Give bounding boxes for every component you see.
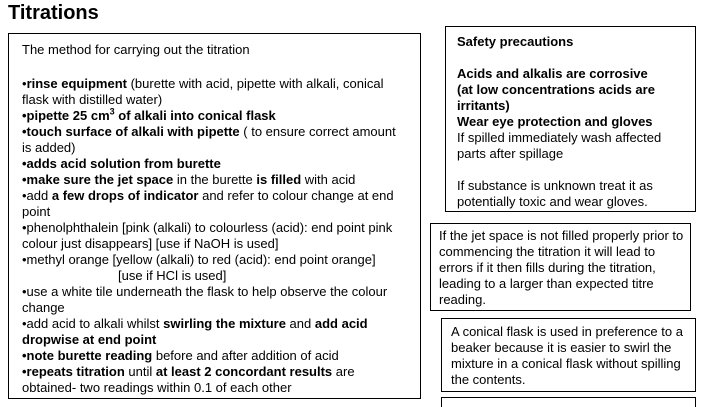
safety-spill: If spilled immediately wash affected parts after spillage xyxy=(457,130,662,161)
method-line xyxy=(22,204,408,220)
method-steps xyxy=(22,76,408,396)
method-text-segment: of alkali into conical flask xyxy=(114,108,276,123)
method-line xyxy=(22,172,408,188)
conical-flask-note: A conical flask is used in preference to a beaker because it is easier to swirl the mixture in a conical flask without spilling the contents. xyxy=(441,318,696,392)
method-line xyxy=(22,220,408,236)
method-line xyxy=(22,252,408,268)
method-text-segment: and xyxy=(285,316,315,331)
method-text-segment: is added) xyxy=(22,140,76,155)
method-line xyxy=(22,284,408,300)
method-text-segment: •add acid to alkali whilst xyxy=(22,316,164,331)
method-text-segment: • xyxy=(22,76,27,91)
method-line xyxy=(22,364,408,380)
method-text-segment: before and after addition of acid xyxy=(152,348,339,363)
method-text-segment: at least 2 concordant results xyxy=(155,364,333,379)
method-line xyxy=(22,316,408,332)
method-box xyxy=(8,33,421,399)
method-text-segment: 3 xyxy=(109,106,115,117)
method-text-segment: add acid xyxy=(314,316,368,331)
method-text-segment: •note burette reading xyxy=(22,348,153,363)
method-line xyxy=(22,236,408,252)
method-text-segment: flask with distilled water) xyxy=(22,92,163,107)
partial-box xyxy=(441,397,696,407)
method-text-segment: in the burette xyxy=(173,172,257,187)
method-line xyxy=(22,76,408,92)
safety-unknown: If substance is unknown treat it as potentially toxic and wear gloves. xyxy=(457,178,653,209)
method-line xyxy=(22,348,408,364)
method-text-segment: a few drops of indicator xyxy=(51,188,199,203)
method-text-segment: (burette with acid, pipette with alkali, conical xyxy=(126,76,384,91)
method-line xyxy=(22,92,408,108)
method-text-segment: is filled xyxy=(256,172,302,187)
method-text-segment: until xyxy=(124,364,156,379)
method-text-segment: •touch surface of alkali with pipette xyxy=(22,124,240,139)
method-text-segment: •repeats titration xyxy=(22,364,125,379)
safety-wear: Wear eye protection and gloves xyxy=(457,114,653,129)
page-title: Titrations xyxy=(8,2,99,24)
safety-irritants: (at low concentrations acids are irritants) xyxy=(457,82,655,113)
method-text-segment: •use a white tile underneath the flask to help observe the colour xyxy=(22,284,388,299)
method-text-segment: •make sure the jet space xyxy=(22,172,174,187)
safety-heading: Safety precautions xyxy=(457,34,574,49)
method-text-segment: •pipette 25 cm xyxy=(22,108,110,123)
method-text-segment: •adds acid solution from burette xyxy=(22,156,221,171)
method-line xyxy=(22,380,408,396)
method-line xyxy=(22,268,408,284)
method-text-segment: ( to ensure correct amount xyxy=(239,124,396,139)
method-line xyxy=(22,108,408,124)
method-line xyxy=(22,188,408,204)
method-text-segment: obtained- two readings within 0.1 of each other xyxy=(22,380,292,395)
method-text-segment: change xyxy=(22,300,65,315)
method-text-segment: with acid xyxy=(301,172,356,187)
method-text-segment: rinse equipment xyxy=(26,76,127,91)
safety-box xyxy=(445,26,696,212)
method-text-segment: point xyxy=(22,204,51,219)
method-text-segment: •phenolphthalein [pink (alkali) to colourless (acid): end point pink xyxy=(22,220,393,235)
method-line xyxy=(22,300,408,316)
method-text-segment: [use if HCl is used] xyxy=(118,268,227,283)
method-text-segment: and refer to colour change at end xyxy=(198,188,394,203)
method-line xyxy=(22,332,408,348)
method-text-segment: are xyxy=(332,364,355,379)
method-intro: The method for carrying out the titration xyxy=(22,42,250,57)
method-text-segment: swirling the mixture xyxy=(163,316,286,331)
safety-corrosive: Acids and alkalis are corrosive xyxy=(457,66,648,81)
method-line xyxy=(22,156,408,172)
jet-space-note: If the jet space is not filled properly prior to commencing the titration it will lead to errors if it then fills during the titration, leading to a larger than expected titre reading. xyxy=(430,223,691,311)
method-text-segment: •methyl orange [yellow (alkali) to red (acid): end point orange] xyxy=(22,252,376,267)
method-line xyxy=(22,124,408,140)
method-text-segment: •add xyxy=(22,188,52,203)
method-line xyxy=(22,140,408,156)
method-text-segment: dropwise at end point xyxy=(22,332,157,347)
method-text-segment: colour just disappears] [use if NaOH is used] xyxy=(22,236,279,251)
